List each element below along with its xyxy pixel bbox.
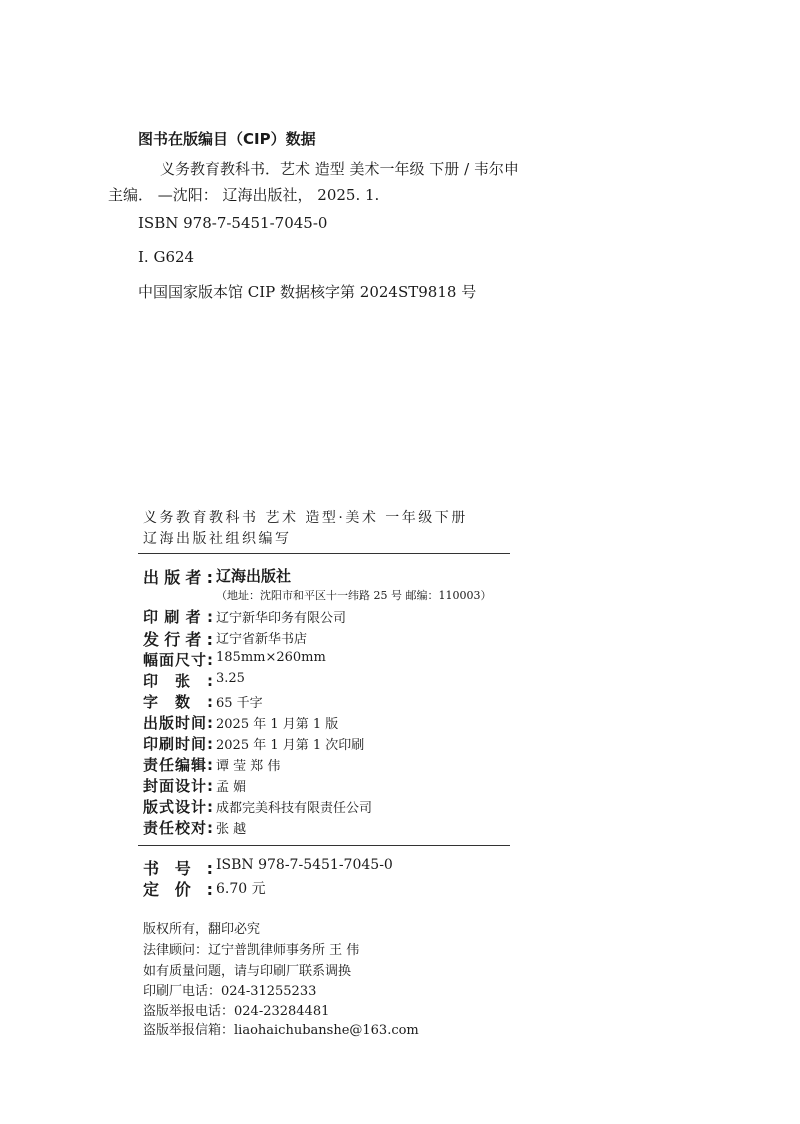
info-label-editor: 责任编辑: bbox=[143, 756, 213, 774]
book-organizer: 辽海出版社组织编写 bbox=[143, 531, 292, 547]
info-value-word-count: 65 千字 bbox=[216, 696, 263, 711]
info-label-distributor: 发行者: bbox=[143, 630, 213, 649]
publisher-address: （地址：沈阳市和平区十一纬路 25 号 邮编：110003） bbox=[216, 589, 492, 602]
info-value-price: 6.70 元 bbox=[216, 881, 266, 897]
info-value-publish-date: 2025 年 1 月第 1 版 bbox=[216, 717, 339, 732]
info-value-distributor: 辽宁省新华书店 bbox=[216, 632, 308, 647]
printer-phone: 印刷厂电话：024-31255233 bbox=[143, 984, 317, 999]
quality-notice: 如有质量问题，请与印刷厂联系调换 bbox=[143, 964, 352, 979]
piracy-report-email: 盗版举报信箱：liaohaichubanshe@163.com bbox=[143, 1023, 419, 1038]
info-value-book-number: ISBN 978-7-5451-7045-0 bbox=[216, 857, 393, 873]
info-value-format: 185mm×260mm bbox=[216, 650, 326, 665]
cip-record-number: 中国国家版本馆 CIP 数据核字第 2024ST9818 号 bbox=[138, 283, 477, 301]
info-value-cover-design: 孟 媚 bbox=[216, 780, 247, 795]
info-value-proofreader: 张 越 bbox=[216, 822, 247, 837]
info-label-layout-design: 版式设计: bbox=[143, 798, 213, 816]
info-value-printer: 辽宁新华印务有限公司 bbox=[216, 611, 347, 626]
cip-title: 图书在版编目（CIP）数据 bbox=[138, 130, 316, 148]
info-label-price: 定价: bbox=[143, 880, 213, 899]
piracy-report-phone: 盗版举报电话：024-23284481 bbox=[143, 1004, 330, 1019]
info-label-book-number: 书号: bbox=[143, 859, 213, 878]
info-value-layout-design: 成都完美科技有限责任公司 bbox=[216, 801, 373, 816]
cip-isbn: ISBN 978-7-5451-7045-0 bbox=[138, 214, 328, 232]
cip-classification: I. G624 bbox=[138, 248, 195, 266]
info-value-print-date: 2025 年 1 月第 1 次印刷 bbox=[216, 738, 365, 753]
copyright-notice: 版权所有，翻印必究 bbox=[143, 922, 261, 937]
info-label-proofreader: 责任校对: bbox=[143, 819, 213, 837]
info-label-cover-design: 封面设计: bbox=[143, 777, 213, 795]
legal-counsel: 法律顾问：辽宁普凯律师事务所 王 伟 bbox=[143, 943, 360, 958]
info-label-publish-date: 出版时间: bbox=[143, 714, 213, 732]
info-label-format: 幅面尺寸: bbox=[143, 651, 213, 669]
info-label-word-count: 字数: bbox=[143, 693, 213, 711]
divider-bottom bbox=[138, 845, 510, 846]
info-value-sheets: 3.25 bbox=[216, 671, 245, 686]
info-label-sheets: 印张: bbox=[143, 672, 213, 690]
info-label-publisher: 出版者: bbox=[143, 568, 213, 587]
cip-line-1: 义务教育教科书．艺术 造型 美术一年级 下册 / 韦尔申 bbox=[160, 160, 519, 178]
book-title: 义务教育教科书 艺术 造型·美术 一年级下册 bbox=[143, 510, 468, 526]
info-value-publisher: 辽海出版社 bbox=[216, 567, 292, 585]
cip-line-2: 主编． —沈阳： 辽海出版社， 2025. 1. bbox=[108, 186, 380, 204]
info-label-printer: 印刷者: bbox=[143, 608, 213, 626]
info-value-editor: 谭 莹 郑 伟 bbox=[216, 759, 281, 774]
divider-top bbox=[138, 553, 510, 554]
info-label-print-date: 印刷时间: bbox=[143, 735, 213, 753]
